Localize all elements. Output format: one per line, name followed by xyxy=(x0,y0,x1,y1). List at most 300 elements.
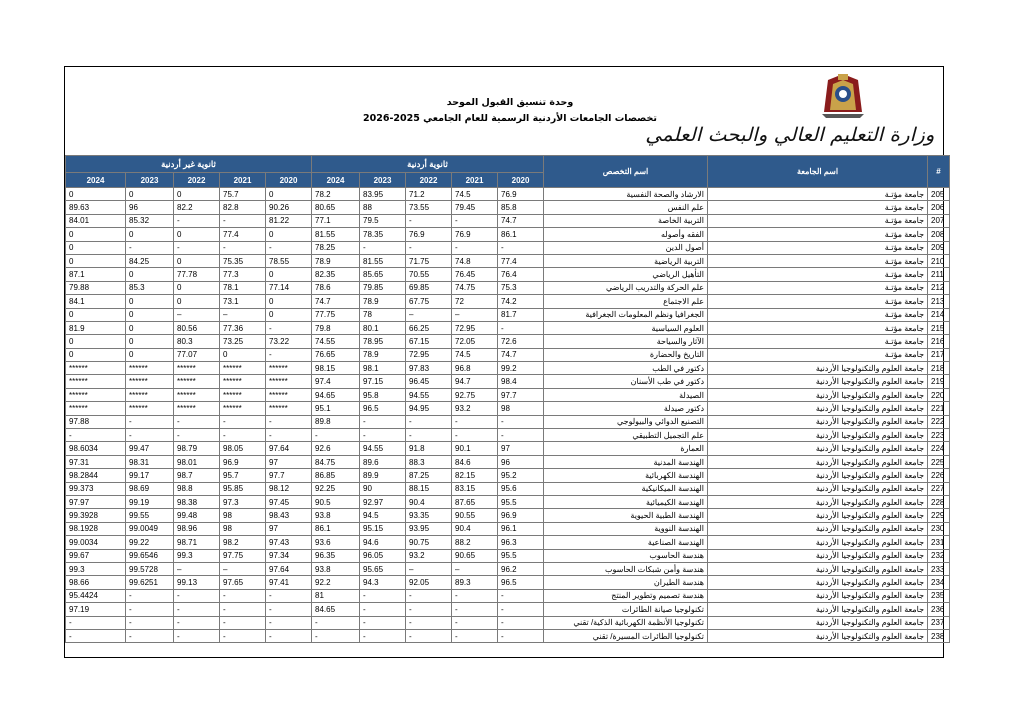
cell-non-jordanian-score: 73.22 xyxy=(266,335,312,348)
cell-university: جامعة مؤتـة xyxy=(708,281,928,294)
cell-jordanian-score: 95.1 xyxy=(312,402,360,415)
cell-major: الهندسة الميكانيكية xyxy=(544,482,708,495)
cell-non-jordanian-score: 0 xyxy=(126,268,174,281)
cell-jordanian-score: - xyxy=(312,429,360,442)
cell-non-jordanian-score: 98.8 xyxy=(174,482,220,495)
cell-jordanian-score: 74.7 xyxy=(498,348,544,361)
cell-major: هندسة الحاسوب xyxy=(544,549,708,562)
cell-index: 238 xyxy=(928,629,950,642)
cell-non-jordanian-score: ****** xyxy=(66,362,126,375)
cell-jordanian-score: 78.6 xyxy=(312,281,360,294)
cell-non-jordanian-score: 98.7 xyxy=(174,469,220,482)
cell-non-jordanian-score: 85.32 xyxy=(126,214,174,227)
header-university: اسم الجامعة xyxy=(708,156,928,188)
cell-major: تكنولوجيا صيانة الطائرات xyxy=(544,603,708,616)
cell-non-jordanian-score: 98.05 xyxy=(220,442,266,455)
cell-index: 230 xyxy=(928,522,950,535)
header-index: # xyxy=(928,156,950,188)
cell-non-jordanian-score: - xyxy=(126,589,174,602)
year-header-jo-2: 2022 xyxy=(406,173,452,188)
cell-jordanian-score: 94.6 xyxy=(360,536,406,549)
cell-major: التربية الرياضية xyxy=(544,254,708,267)
cell-non-jordanian-score: 0 xyxy=(66,241,126,254)
cell-non-jordanian-score: 99.6251 xyxy=(126,576,174,589)
cell-non-jordanian-score: 98.01 xyxy=(174,455,220,468)
cell-jordanian-score: 95.8 xyxy=(360,388,406,401)
cell-jordanian-score: 74.5 xyxy=(452,348,498,361)
cell-non-jordanian-score: 99.5728 xyxy=(126,562,174,575)
cell-university: جامعة مؤتـة xyxy=(708,201,928,214)
cell-jordanian-score: - xyxy=(406,429,452,442)
cell-jordanian-score: 71.75 xyxy=(406,254,452,267)
table-row xyxy=(66,495,950,508)
cell-jordanian-score: 69.85 xyxy=(406,281,452,294)
cell-non-jordanian-score: 99.13 xyxy=(174,576,220,589)
cell-index: 232 xyxy=(928,549,950,562)
cell-non-jordanian-score: - xyxy=(174,589,220,602)
cell-non-jordanian-score: 97.64 xyxy=(266,442,312,455)
cell-jordanian-score: 98 xyxy=(498,402,544,415)
cell-non-jordanian-score: 97.43 xyxy=(266,536,312,549)
cell-jordanian-score: 90.4 xyxy=(406,495,452,508)
cell-non-jordanian-score: – xyxy=(220,308,266,321)
cell-non-jordanian-score: 96.9 xyxy=(220,455,266,468)
cell-non-jordanian-score: 97.97 xyxy=(66,495,126,508)
cell-non-jordanian-score: - xyxy=(174,603,220,616)
table-row xyxy=(66,603,950,616)
cell-non-jordanian-score: - xyxy=(66,629,126,642)
cell-jordanian-score: – xyxy=(452,562,498,575)
cell-jordanian-score: 99.2 xyxy=(498,362,544,375)
cell-major: علم الحركة والتدريب الرياضي xyxy=(544,281,708,294)
cell-jordanian-score: 66.25 xyxy=(406,321,452,334)
cell-major: أصول الدين xyxy=(544,241,708,254)
cell-jordanian-score: 73.55 xyxy=(406,201,452,214)
cell-non-jordanian-score: 98.43 xyxy=(266,509,312,522)
cell-non-jordanian-score: 80.3 xyxy=(174,335,220,348)
table-row xyxy=(66,268,950,281)
cell-jordanian-score: 97.83 xyxy=(406,362,452,375)
cell-non-jordanian-score: 99.3 xyxy=(174,549,220,562)
cell-jordanian-score: 67.75 xyxy=(406,295,452,308)
table-row xyxy=(66,562,950,575)
cell-major: الهندسة الصناعية xyxy=(544,536,708,549)
cell-non-jordanian-score: – xyxy=(174,562,220,575)
cell-major: الآثار والسياحة xyxy=(544,335,708,348)
cell-index: 219 xyxy=(928,375,950,388)
table-row xyxy=(66,509,950,522)
cell-jordanian-score: 90.5 xyxy=(312,495,360,508)
cell-university: جامعة مؤتـة xyxy=(708,335,928,348)
cell-major: الصيدلة xyxy=(544,388,708,401)
cell-non-jordanian-score: 0 xyxy=(66,308,126,321)
cell-jordanian-score: 92.2 xyxy=(312,576,360,589)
cell-jordanian-score: 85.65 xyxy=(360,268,406,281)
cell-non-jordanian-score: 77.3 xyxy=(220,268,266,281)
cell-jordanian-score: 92.97 xyxy=(360,495,406,508)
cell-jordanian-score: 88.3 xyxy=(406,455,452,468)
cell-non-jordanian-score: - xyxy=(220,241,266,254)
cell-jordanian-score: 77.4 xyxy=(498,254,544,267)
cell-jordanian-score: 74.8 xyxy=(452,254,498,267)
cell-university: جامعة العلوم والتكنولوجيا الأردنية xyxy=(708,589,928,602)
cell-non-jordanian-score: 82.8 xyxy=(220,201,266,214)
cell-university: جامعة العلوم والتكنولوجيا الأردنية xyxy=(708,603,928,616)
cell-jordanian-score: - xyxy=(498,603,544,616)
cell-non-jordanian-score: ****** xyxy=(220,375,266,388)
cell-university: جامعة العلوم والتكنولوجيا الأردنية xyxy=(708,375,928,388)
cell-jordanian-score: 81.55 xyxy=(360,254,406,267)
cell-index: 236 xyxy=(928,603,950,616)
cell-non-jordanian-score: 97.19 xyxy=(66,603,126,616)
cell-index: 216 xyxy=(928,335,950,348)
cell-jordanian-score: 76.4 xyxy=(498,268,544,281)
cell-non-jordanian-score: - xyxy=(126,241,174,254)
year-header-non-1: 2023 xyxy=(126,173,174,188)
cell-university: جامعة مؤتـة xyxy=(708,268,928,281)
cell-jordanian-score: 80.65 xyxy=(312,201,360,214)
cell-jordanian-score: 92.6 xyxy=(312,442,360,455)
cell-university: جامعة العلوم والتكنولوجيا الأردنية xyxy=(708,549,928,562)
cell-non-jordanian-score: 97.45 xyxy=(266,495,312,508)
cell-non-jordanian-score: 97.88 xyxy=(66,415,126,428)
cell-jordanian-score: 96.2 xyxy=(498,562,544,575)
cell-university: جامعة العلوم والتكنولوجيا الأردنية xyxy=(708,415,928,428)
cell-jordanian-score: 71.2 xyxy=(406,188,452,201)
year-header-non-0: 2024 xyxy=(66,173,126,188)
cell-jordanian-score: - xyxy=(452,429,498,442)
cell-major: هندسة تصميم وتطوير المنتج xyxy=(544,589,708,602)
cell-non-jordanian-score: 0 xyxy=(126,188,174,201)
cell-jordanian-score: - xyxy=(360,429,406,442)
cell-jordanian-score: 76.9 xyxy=(452,228,498,241)
table-row xyxy=(66,188,950,201)
cell-non-jordanian-score: 0 xyxy=(66,188,126,201)
table-row xyxy=(66,455,950,468)
cell-non-jordanian-score: 77.78 xyxy=(174,268,220,281)
group-header-non-jordanian: ثانوية غير أردنية xyxy=(66,156,312,173)
cell-index: 228 xyxy=(928,495,950,508)
cell-jordanian-score: 93.2 xyxy=(406,549,452,562)
cell-major: التربية الخاصة xyxy=(544,214,708,227)
cell-major: علم النفس xyxy=(544,201,708,214)
cell-jordanian-score: 78.2 xyxy=(312,188,360,201)
cell-index: 215 xyxy=(928,321,950,334)
cell-non-jordanian-score: - xyxy=(126,429,174,442)
cell-non-jordanian-score: - xyxy=(174,214,220,227)
cell-jordanian-score: - xyxy=(452,415,498,428)
cell-major: دكتور في طب الأسنان xyxy=(544,375,708,388)
cell-jordanian-score: 98.15 xyxy=(312,362,360,375)
group-header-jordanian: ثانوية أردنية xyxy=(312,156,544,173)
cell-jordanian-score: 90.55 xyxy=(452,509,498,522)
cell-jordanian-score: - xyxy=(498,429,544,442)
cell-index: 222 xyxy=(928,415,950,428)
cell-non-jordanian-score: 99.47 xyxy=(126,442,174,455)
cell-jordanian-score: 91.8 xyxy=(406,442,452,455)
cell-jordanian-score: - xyxy=(498,589,544,602)
cell-jordanian-score: 76.9 xyxy=(406,228,452,241)
cell-non-jordanian-score: 81.9 xyxy=(66,321,126,334)
cell-non-jordanian-score: - xyxy=(266,429,312,442)
cell-jordanian-score: 95.6 xyxy=(498,482,544,495)
cell-non-jordanian-score: 0 xyxy=(266,295,312,308)
cell-jordanian-score: - xyxy=(452,629,498,642)
cell-jordanian-score: 82.15 xyxy=(452,469,498,482)
cell-non-jordanian-score: 0 xyxy=(66,335,126,348)
cell-non-jordanian-score: 87.1 xyxy=(66,268,126,281)
cell-university: جامعة مؤتـة xyxy=(708,321,928,334)
cell-index: 231 xyxy=(928,536,950,549)
cell-non-jordanian-score: - xyxy=(220,415,266,428)
cell-non-jordanian-score: - xyxy=(174,241,220,254)
cell-jordanian-score: 97 xyxy=(498,442,544,455)
cell-index: 220 xyxy=(928,388,950,401)
cell-non-jordanian-score: 0 xyxy=(266,228,312,241)
cell-jordanian-score: 96.9 xyxy=(498,509,544,522)
cell-jordanian-score: 93.8 xyxy=(312,509,360,522)
cell-non-jordanian-score: 0 xyxy=(126,348,174,361)
cell-jordanian-score: 94.55 xyxy=(406,388,452,401)
cell-non-jordanian-score: ****** xyxy=(220,388,266,401)
cell-university: جامعة مؤتـة xyxy=(708,295,928,308)
cell-non-jordanian-score: 0 xyxy=(174,295,220,308)
table-row xyxy=(66,402,950,415)
cell-non-jordanian-score: 98.6034 xyxy=(66,442,126,455)
cell-non-jordanian-score: ****** xyxy=(266,402,312,415)
cell-non-jordanian-score: 99.0049 xyxy=(126,522,174,535)
cell-jordanian-score: 84.75 xyxy=(312,455,360,468)
cell-jordanian-score: - xyxy=(452,616,498,629)
cell-non-jordanian-score: 0 xyxy=(126,308,174,321)
cell-non-jordanian-score: ****** xyxy=(126,362,174,375)
cell-jordanian-score: - xyxy=(498,616,544,629)
cell-non-jordanian-score: ****** xyxy=(266,375,312,388)
cell-non-jordanian-score: 98.1928 xyxy=(66,522,126,535)
cell-jordanian-score: 96.8 xyxy=(452,362,498,375)
cell-non-jordanian-score: - xyxy=(220,589,266,602)
table-row xyxy=(66,616,950,629)
cell-jordanian-score: - xyxy=(406,603,452,616)
cell-jordanian-score: 96 xyxy=(498,455,544,468)
cell-index: 213 xyxy=(928,295,950,308)
cell-index: 223 xyxy=(928,429,950,442)
cell-jordanian-score: - xyxy=(406,241,452,254)
cell-non-jordanian-score: ****** xyxy=(174,402,220,415)
cell-non-jordanian-score: 99.48 xyxy=(174,509,220,522)
cell-non-jordanian-score: 78.55 xyxy=(266,254,312,267)
header-major: اسم التخصص xyxy=(544,156,708,188)
cell-non-jordanian-score: 95.85 xyxy=(220,482,266,495)
cell-non-jordanian-score: 99.55 xyxy=(126,509,174,522)
cell-university: جامعة العلوم والتكنولوجيا الأردنية xyxy=(708,616,928,629)
cell-university: جامعة مؤتـة xyxy=(708,254,928,267)
cell-jordanian-score: 84.65 xyxy=(312,603,360,616)
year-header-non-2: 2022 xyxy=(174,173,220,188)
table-row xyxy=(66,415,950,428)
cell-jordanian-score: 98.1 xyxy=(360,362,406,375)
table-row xyxy=(66,522,950,535)
cell-jordanian-score: - xyxy=(498,321,544,334)
cell-jordanian-score: 74.2 xyxy=(498,295,544,308)
cell-non-jordanian-score: 77.14 xyxy=(266,281,312,294)
cell-jordanian-score: - xyxy=(452,603,498,616)
cell-non-jordanian-score: 81.22 xyxy=(266,214,312,227)
cell-non-jordanian-score: - xyxy=(266,241,312,254)
cell-jordanian-score: 88.15 xyxy=(406,482,452,495)
cell-non-jordanian-score: ****** xyxy=(66,388,126,401)
cell-jordanian-score: 92.25 xyxy=(312,482,360,495)
cell-jordanian-score: 89.3 xyxy=(452,576,498,589)
cell-jordanian-score: 94.65 xyxy=(312,388,360,401)
cell-jordanian-score: 77.75 xyxy=(312,308,360,321)
cell-non-jordanian-score: 99.6546 xyxy=(126,549,174,562)
cell-jordanian-score: - xyxy=(452,241,498,254)
cell-jordanian-score: 84.6 xyxy=(452,455,498,468)
cell-jordanian-score: 72.95 xyxy=(406,348,452,361)
cell-jordanian-score: 83.95 xyxy=(360,188,406,201)
year-header-non-3: 2021 xyxy=(220,173,266,188)
cell-jordanian-score: 88.2 xyxy=(452,536,498,549)
cell-university: جامعة العلوم والتكنولوجيا الأردنية xyxy=(708,469,928,482)
cell-index: 221 xyxy=(928,402,950,415)
cell-index: 209 xyxy=(928,241,950,254)
table-row xyxy=(66,308,950,321)
cell-jordanian-score: 96.1 xyxy=(498,522,544,535)
cell-jordanian-score: 86.1 xyxy=(312,522,360,535)
table-row xyxy=(66,201,950,214)
cell-major: العمارة xyxy=(544,442,708,455)
cell-jordanian-score: - xyxy=(452,214,498,227)
cell-non-jordanian-score: 98.2 xyxy=(220,536,266,549)
cell-jordanian-score: 89.8 xyxy=(312,415,360,428)
cell-non-jordanian-score: - xyxy=(220,616,266,629)
cell-jordanian-score: 97.15 xyxy=(360,375,406,388)
cell-non-jordanian-score: - xyxy=(126,415,174,428)
cell-jordanian-score: 96.45 xyxy=(406,375,452,388)
cell-non-jordanian-score: 98 xyxy=(220,522,266,535)
cell-non-jordanian-score: 98.38 xyxy=(174,495,220,508)
coat-of-arms-icon xyxy=(818,72,868,118)
cell-index: 226 xyxy=(928,469,950,482)
cell-jordanian-score: 79.8 xyxy=(312,321,360,334)
table-row xyxy=(66,536,950,549)
table-row xyxy=(66,375,950,388)
cell-major: العلوم السياسية xyxy=(544,321,708,334)
cell-non-jordanian-score: - xyxy=(220,429,266,442)
cell-jordanian-score: – xyxy=(406,308,452,321)
cell-university: جامعة مؤتـة xyxy=(708,308,928,321)
cell-major: تكنولوجيا الطائرات المسيرة/ تقني xyxy=(544,629,708,642)
cell-major: علم التجميل التطبيقي xyxy=(544,429,708,442)
cell-non-jordanian-score: 0 xyxy=(126,228,174,241)
cell-non-jordanian-score: 75.35 xyxy=(220,254,266,267)
cell-non-jordanian-score: 97 xyxy=(266,522,312,535)
cell-non-jordanian-score: - xyxy=(266,629,312,642)
year-header-non-4: 2020 xyxy=(266,173,312,188)
cell-jordanian-score: - xyxy=(360,616,406,629)
cell-non-jordanian-score: 78.1 xyxy=(220,281,266,294)
cell-jordanian-score: 89.9 xyxy=(360,469,406,482)
cell-index: 233 xyxy=(928,562,950,575)
table-row xyxy=(66,429,950,442)
cell-jordanian-score: 76.65 xyxy=(312,348,360,361)
cell-non-jordanian-score: 73.25 xyxy=(220,335,266,348)
cell-university: جامعة العلوم والتكنولوجيا الأردنية xyxy=(708,362,928,375)
cell-non-jordanian-score: 77.07 xyxy=(174,348,220,361)
cell-jordanian-score: 94.3 xyxy=(360,576,406,589)
cell-jordanian-score: 96.35 xyxy=(312,549,360,562)
cell-jordanian-score: 78.9 xyxy=(360,295,406,308)
cell-non-jordanian-score: - xyxy=(266,589,312,602)
cell-index: 225 xyxy=(928,455,950,468)
cell-jordanian-score: 74.7 xyxy=(312,295,360,308)
cell-index: 205 xyxy=(928,188,950,201)
cell-non-jordanian-score: - xyxy=(220,214,266,227)
cell-major: الهندسة الكيميائية xyxy=(544,495,708,508)
cell-jordanian-score: 74.5 xyxy=(452,188,498,201)
cell-non-jordanian-score: 97.75 xyxy=(220,549,266,562)
cell-jordanian-score: - xyxy=(360,603,406,616)
cell-non-jordanian-score: - xyxy=(266,415,312,428)
cell-jordanian-score: 93.6 xyxy=(312,536,360,549)
cell-major: الجغرافيا ونظم المعلومات الجغرافية xyxy=(544,308,708,321)
table-row xyxy=(66,241,950,254)
cell-jordanian-score: - xyxy=(360,241,406,254)
cell-jordanian-score: 95.5 xyxy=(498,495,544,508)
cell-jordanian-score: 90.1 xyxy=(452,442,498,455)
cell-non-jordanian-score: 79.88 xyxy=(66,281,126,294)
cell-jordanian-score: 85.8 xyxy=(498,201,544,214)
year-header-jo-1: 2023 xyxy=(360,173,406,188)
table-row xyxy=(66,321,950,334)
cell-university: جامعة العلوم والتكنولوجيا الأردنية xyxy=(708,536,928,549)
cell-non-jordanian-score: 96 xyxy=(126,201,174,214)
table-row xyxy=(66,589,950,602)
cell-non-jordanian-score: 98.12 xyxy=(266,482,312,495)
cell-jordanian-score: 78.25 xyxy=(312,241,360,254)
cell-jordanian-score: 72.6 xyxy=(498,335,544,348)
cell-jordanian-score: 81 xyxy=(312,589,360,602)
cell-non-jordanian-score: 95.4424 xyxy=(66,589,126,602)
cell-non-jordanian-score: - xyxy=(266,603,312,616)
table-row xyxy=(66,348,950,361)
document-titles xyxy=(330,96,690,125)
cell-university: جامعة العلوم والتكنولوجيا الأردنية xyxy=(708,495,928,508)
cell-non-jordanian-score: 99.3 xyxy=(66,562,126,575)
cell-university: جامعة مؤتـة xyxy=(708,241,928,254)
cell-non-jordanian-score: 99.17 xyxy=(126,469,174,482)
cell-non-jordanian-score: 98.79 xyxy=(174,442,220,455)
cell-jordanian-score: - xyxy=(360,629,406,642)
cell-non-jordanian-score: 98.69 xyxy=(126,482,174,495)
cell-major: الهندسة النووية xyxy=(544,522,708,535)
cell-major: دكتور صيدلة xyxy=(544,402,708,415)
cell-university: جامعة مؤتـة xyxy=(708,228,928,241)
cell-jordanian-score: 88 xyxy=(360,201,406,214)
cell-index: 224 xyxy=(928,442,950,455)
cell-non-jordanian-score: 99.19 xyxy=(126,495,174,508)
cell-jordanian-score: 98.4 xyxy=(498,375,544,388)
cell-jordanian-score: 86.1 xyxy=(498,228,544,241)
cell-major: الفقه وأصوله xyxy=(544,228,708,241)
cell-jordanian-score: 95.5 xyxy=(498,549,544,562)
document-subtitle: تخصصات الجامعات الأردنية الرسمية للعام الجامعي 2025-2026 xyxy=(363,113,657,124)
cell-jordanian-score: 93.95 xyxy=(406,522,452,535)
cell-jordanian-score: 75.3 xyxy=(498,281,544,294)
cell-non-jordanian-score: - xyxy=(174,429,220,442)
cell-non-jordanian-score: 98 xyxy=(220,509,266,522)
